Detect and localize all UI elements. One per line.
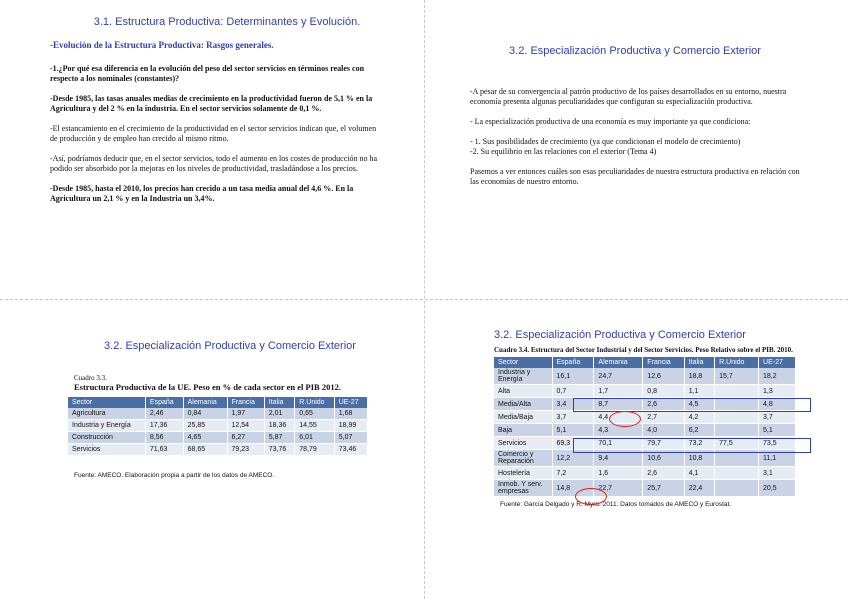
table-cell: 24,7 bbox=[594, 368, 643, 385]
table-caption-label: Cuadro 3.3. bbox=[74, 374, 107, 382]
table-cell: 79,7 bbox=[643, 437, 684, 450]
table-cell: 77,5 bbox=[715, 437, 759, 450]
header-cell: R.Unido bbox=[715, 357, 759, 368]
highlight-box-baja bbox=[573, 438, 811, 453]
table-row bbox=[494, 385, 796, 398]
table-header-row bbox=[68, 397, 368, 408]
table-cell: 22,4 bbox=[684, 480, 714, 497]
slide-1-paragraph: -Así, podríamos deducir que, en el sector servicios, todo el aumento en los costes de producción no ha podido ser absorbido por la mejoras en los niveles de productividad, trasladándose a los precios. bbox=[50, 154, 378, 173]
header-cell: UE-27 bbox=[759, 357, 796, 368]
header-cell: España bbox=[552, 357, 594, 368]
table-row bbox=[68, 408, 368, 420]
table-cell: 78,79 bbox=[295, 444, 334, 456]
table-cell: 6,27 bbox=[227, 432, 264, 444]
table-cell: 68,65 bbox=[183, 444, 227, 456]
table-cell: 73,2 bbox=[684, 437, 714, 450]
table-cell: 1,6 bbox=[594, 467, 643, 480]
highlight-box-alta bbox=[573, 398, 811, 412]
slide-1-paragraph: -1.¿Por qué esa diferencia en la evolución del peso del sector servicios en términos reales con respecto a los nominales (constantes)? bbox=[50, 64, 365, 83]
header-cell: Alemania bbox=[183, 397, 227, 408]
industry-services-table bbox=[494, 357, 796, 497]
table-row bbox=[494, 411, 796, 424]
table-cell: 6,2 bbox=[684, 424, 714, 437]
table-cell bbox=[715, 467, 759, 480]
slide-2-paragraph: - La especialización productiva de una economía es muy importante ya que condiciona: bbox=[470, 117, 751, 126]
slide-1-paragraph: -El estancamiento en el crecimiento de la productividad en el sector servicios indican que, el volumen de producción y de empleo han crecido al mismo ritmo. bbox=[50, 124, 377, 143]
table-cell: Comercio y Reparación bbox=[494, 450, 552, 467]
slide-2 bbox=[470, 45, 800, 197]
table-cell: 12,2 bbox=[552, 450, 594, 467]
header-cell: R.Unido bbox=[295, 397, 334, 408]
slide-2-paragraph: -A pesar de su convergencia al patrón productivo de los países desarrollados en su entorno, nuestra economía presenta algunas peculiaridades que configuran su especialización productiva. bbox=[470, 87, 787, 106]
table-row bbox=[494, 467, 796, 480]
table-cell: 2,7 bbox=[643, 411, 684, 424]
header-cell: Francia bbox=[643, 357, 684, 368]
table-cell: Servicios bbox=[494, 437, 552, 450]
slide-2-paragraph: - 1. Sus posibilidades de crecimiento (ya que condicionan el modelo de crecimiento) bbox=[470, 137, 741, 146]
table-cell bbox=[715, 411, 759, 424]
table-cell: 11,1 bbox=[759, 450, 796, 467]
table-cell: 5,87 bbox=[264, 432, 295, 444]
table-cell: 1,68 bbox=[334, 408, 367, 420]
table-cell: 18,2 bbox=[759, 368, 796, 385]
table-cell: 4,8 bbox=[759, 398, 796, 411]
table-cell: 5,1 bbox=[759, 424, 796, 437]
highlight-circle-hosteleria bbox=[575, 488, 607, 505]
table-cell: 10,6 bbox=[643, 450, 684, 467]
header-cell: Italia bbox=[264, 397, 295, 408]
slide-1 bbox=[50, 16, 380, 214]
table-cell: Construcción bbox=[68, 432, 145, 444]
table-cell bbox=[715, 424, 759, 437]
table-cell: 14,55 bbox=[295, 420, 334, 432]
table-cell: 2,46 bbox=[145, 408, 183, 420]
table-cell: 4,0 bbox=[643, 424, 684, 437]
table-cell: Inmob. Y serv. empresas bbox=[494, 480, 552, 497]
table-row bbox=[68, 444, 368, 456]
slide-1-title: 3.1. Estructura Productiva: Determinantes y Evolución. bbox=[93, 16, 361, 28]
table-cell: 5,1 bbox=[552, 424, 594, 437]
table-cell: 73,5 bbox=[759, 437, 796, 450]
table-cell: 1,3 bbox=[759, 385, 796, 398]
slide-2-paragraph: -2. Su equilibrio en las relaciones con el exterior (Tema 4) bbox=[470, 147, 657, 156]
table-cell: 25,85 bbox=[183, 420, 227, 432]
table-cell: 25,7 bbox=[643, 480, 684, 497]
table-row bbox=[68, 432, 368, 444]
table-cell: 4,3 bbox=[594, 424, 643, 437]
table-cell: 4,2 bbox=[684, 411, 714, 424]
table-cell: 71,63 bbox=[145, 444, 183, 456]
slide-1-paragraph: -Desde 1985, hasta el 2010, los precios han crecido a un tasa media anual del 4,6 %. En la Agricultura un 2,1 % y en la Industria un 3,4%. bbox=[50, 184, 354, 203]
table-cell: 1,97 bbox=[227, 408, 264, 420]
table-cell: 5,07 bbox=[334, 432, 367, 444]
table-cell: 4,4 bbox=[594, 411, 643, 424]
table-cell: Industria y Energía bbox=[494, 368, 552, 385]
table-cell: 10,8 bbox=[684, 450, 714, 467]
table-cell: 4,5 bbox=[684, 398, 714, 411]
horizontal-divider bbox=[0, 299, 848, 300]
table-cell: Servicios bbox=[68, 444, 145, 456]
table-cell: 70,1 bbox=[594, 437, 643, 450]
table-cell: Baja bbox=[494, 424, 552, 437]
slide-4 bbox=[494, 329, 824, 508]
table-cell: 22,7 bbox=[594, 480, 643, 497]
highlight-circle-alemania bbox=[609, 411, 641, 427]
table-cell: 3,1 bbox=[759, 467, 796, 480]
table-cell bbox=[715, 385, 759, 398]
table-caption: Estructura Productiva de la UE. Peso en % de cada sector en el PIB 2012. bbox=[74, 382, 341, 392]
table-cell: 12,54 bbox=[227, 420, 264, 432]
table-cell: 69,3 bbox=[552, 437, 594, 450]
table-cell: 73,46 bbox=[334, 444, 367, 456]
table-cell: 3,4 bbox=[552, 398, 594, 411]
table-source: Fuente: AMECO. Elaboración propia a partir de los datos de AMECO. bbox=[74, 472, 275, 479]
table-header-row bbox=[494, 357, 796, 368]
table-cell: 18,8 bbox=[684, 368, 714, 385]
table-cell: Industria y Energía bbox=[68, 420, 145, 432]
table-cell: 9,4 bbox=[594, 450, 643, 467]
table-cell: 2,6 bbox=[643, 467, 684, 480]
table-row bbox=[494, 480, 796, 497]
table-cell: 8,7 bbox=[594, 398, 643, 411]
table-cell: Media/Baja bbox=[494, 411, 552, 424]
slide-3 bbox=[60, 340, 390, 479]
table-cell: 16,1 bbox=[552, 368, 594, 385]
table-cell: 79,23 bbox=[227, 444, 264, 456]
table-cell: 2,6 bbox=[643, 398, 684, 411]
header-cell: Italia bbox=[684, 357, 714, 368]
table-cell: 18,99 bbox=[334, 420, 367, 432]
table-cell: 73,76 bbox=[264, 444, 295, 456]
slide-4-title: 3.2. Especialización Productiva y Comercio Exterior bbox=[494, 329, 746, 341]
table-cell: 7,2 bbox=[552, 467, 594, 480]
table-cell: 14,8 bbox=[552, 480, 594, 497]
header-cell: Francia bbox=[227, 397, 264, 408]
table-cell: 12,6 bbox=[643, 368, 684, 385]
slide-1-subtitle: -Evolución de la Estructura Productiva: Rasgos generales. bbox=[50, 40, 274, 50]
table-cell: 4,65 bbox=[183, 432, 227, 444]
table-cell: 4,1 bbox=[684, 467, 714, 480]
table-cell: 0,8 bbox=[643, 385, 684, 398]
table-cell: 0,84 bbox=[183, 408, 227, 420]
table-cell: Hostelería bbox=[494, 467, 552, 480]
table-cell: 0,65 bbox=[295, 408, 334, 420]
table-cell: 0,7 bbox=[552, 385, 594, 398]
table-caption: Cuadro 3.4. Estructura del Sector Industrial y del Sector Servicios. Peso Relativo sobre el PIB. 2010. bbox=[494, 346, 793, 354]
table-cell: 3,7 bbox=[759, 411, 796, 424]
table-row bbox=[68, 420, 368, 432]
table-cell: Agricultura bbox=[68, 408, 145, 420]
sector-structure-table bbox=[68, 397, 368, 456]
table-cell: 3,7 bbox=[552, 411, 594, 424]
table-cell: 20,5 bbox=[759, 480, 796, 497]
table-cell: Alta bbox=[494, 385, 552, 398]
header-cell: UE-27 bbox=[334, 397, 367, 408]
table-cell: Media/Alta bbox=[494, 398, 552, 411]
table-cell: 1,7 bbox=[594, 385, 643, 398]
table-cell: 17,36 bbox=[145, 420, 183, 432]
table-cell: 18,36 bbox=[264, 420, 295, 432]
table-cell: 2,01 bbox=[264, 408, 295, 420]
header-cell: Alemania bbox=[594, 357, 643, 368]
header-cell: Sector bbox=[68, 397, 145, 408]
header-cell: Sector bbox=[494, 357, 552, 368]
table-cell: 15,7 bbox=[715, 368, 759, 385]
slide-2-title: 3.2. Especialización Productiva y Comercio Exterior bbox=[509, 45, 761, 57]
table-cell: 1,1 bbox=[684, 385, 714, 398]
table-row bbox=[494, 424, 796, 437]
table-row bbox=[494, 368, 796, 385]
table-cell: 8,56 bbox=[145, 432, 183, 444]
header-cell: España bbox=[145, 397, 183, 408]
table-cell bbox=[715, 480, 759, 497]
table-cell: 6,01 bbox=[295, 432, 334, 444]
slide-3-title: 3.2. Especialización Productiva y Comercio Exterior bbox=[104, 340, 356, 352]
slide-2-paragraph: Pasemos a ver entonces cuáles son esas peculiaridades de nuestra estructura productiva en relación con las economías de nuestro entorno. bbox=[470, 167, 800, 186]
slide-1-paragraph: -Desde 1985, las tasas anuales medias de crecimiento en la productividad fueron de 5,1 % en la Agricultura y del 2 % en la industria. En el sector servicios solamente de 0,1 %. bbox=[50, 94, 373, 113]
table-source: Fuente: García Delgado y R. Myro. 2011. Datos tomados de AMECO y Eurostat. bbox=[500, 501, 732, 508]
